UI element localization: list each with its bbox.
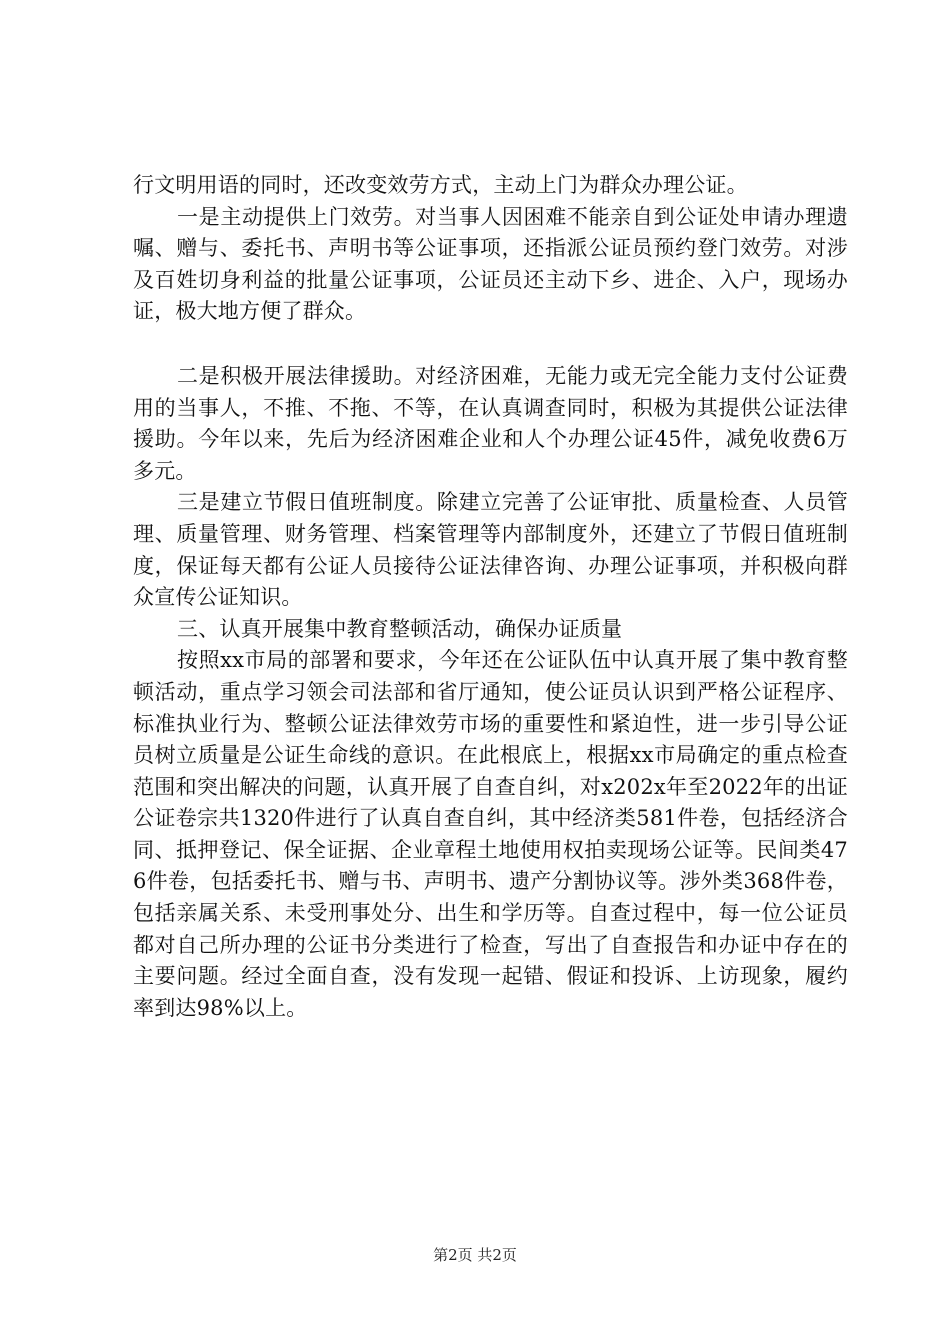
page-footer: 第2页 共2页 (433, 1246, 517, 1264)
document-body (133, 170, 848, 1024)
paragraph-continuation: 行文明用语的同时，还改变效劳方式，主动上门为群众办理公证。 (133, 173, 748, 197)
paragraph-education-rectification: 按照xx市局的部署和要求，今年还在公证队伍中认真开展了集中教育整顿活动，重点学习领会司法部和省厅通知，使公证员认识到严格公证程序、标准执业行为、整顿公证法律效劳市场的重要性和紧迫性，进一步引导公证员树立质量是公证生命线的意识。在此根底上，根据xx市局确定的重点检查范围和突出解决的问题，认真开展了自查自纠，对x202x年至2022年的出证公证卷宗共1320件进行了认真自查自纠，其中经济类581件卷，包括经济合同、抵押登记、保全证据、企业章程土地使用权拍卖现场公证等。民间类476件卷，包括委托书、赠与书、声明书、遗产分割协议等。涉外类368件卷，包括亲属关系、未受刑事处分、出生和学历等。自查过程中，每一位公证员都对自己所办理的公证书分类进行了检查，写出了自查报告和办证中存在的主要问题。经过全面自查，没有发现一起错、假证和投诉、上访现象，履约率到达98%以上。 (133, 648, 848, 1020)
paragraph-door-service: 一是主动提供上门效劳。对当事人因困难不能亲自到公证处申请办理遗嘱、赠与、委托书、声明书等公证事项，还指派公证员预约登门效劳。对涉及百姓切身利益的批量公证事项，公证员还主动下乡、进企、入户，现场办证，极大地方便了群众。 (133, 204, 848, 324)
paragraph-legal-aid: 二是积极开展法律援助。对经济困难，无能力或无完全能力支付公证费用的当事人，不推、不拖、不等，在认真调查同时，积极为其提供公证法律援助。今年以来，先后为经济困难企业和人个办理公证45件，减免收费6万多元。 (133, 363, 848, 483)
paragraph-holiday-duty: 三是建立节假日值班制度。除建立完善了公证审批、质量检查、人员管理、质量管理、财务管理、档案管理等内部制度外，还建立了节假日值班制度，保证每天都有公证人员接待公证法律咨询、办理公证事项，并积极向群众宣传公证知识。 (133, 490, 848, 610)
section-heading: 三、认真开展集中教育整顿活动，确保办证质量 (177, 616, 623, 641)
